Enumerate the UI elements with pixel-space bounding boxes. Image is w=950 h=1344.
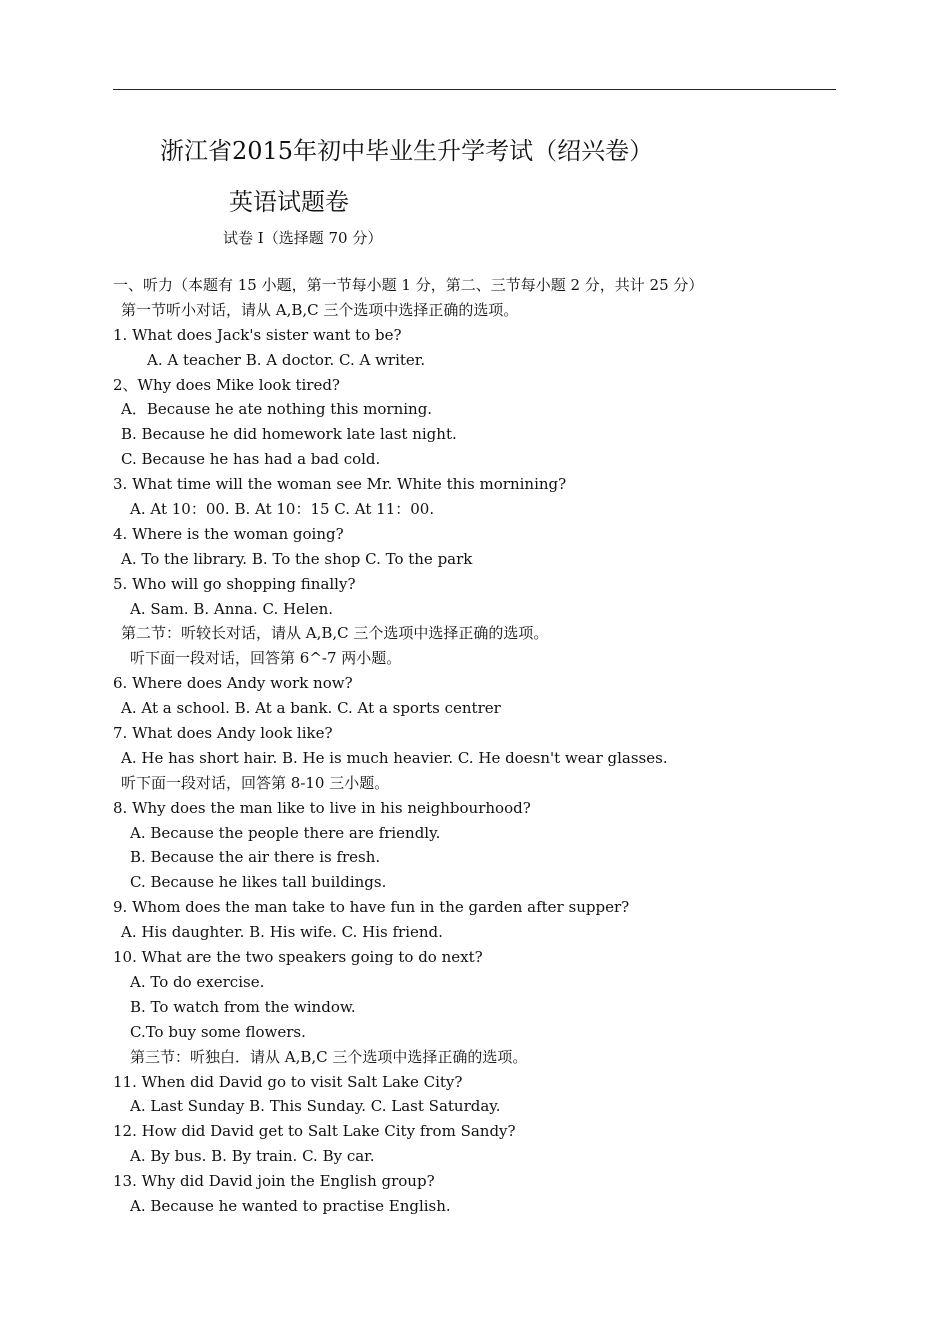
text-line: 7. What does Andy look like?: [113, 724, 333, 743]
text-line: 第三节：听独白．请从 A,B,C 三个选项中选择正确的选项。: [130, 1047, 528, 1066]
text-line: A．Because he ate nothing this morning.: [121, 400, 433, 419]
text-line: 9. Whom does the man take to have fun in the garden after supper?: [113, 898, 630, 917]
section-heading: 试卷 I（选择题 70 分）: [223, 229, 383, 247]
text-line: A. Because he wanted to practise English.: [130, 1196, 451, 1215]
text-line: C.To buy some flowers.: [130, 1022, 306, 1041]
text-line: 1. What does Jack's sister want to be?: [113, 325, 402, 344]
text-line: 5. Who will go shopping finally?: [113, 574, 356, 593]
text-line: A. At a school. B. At a bank. C. At a sports centrer: [121, 699, 501, 718]
text-line: 4. Where is the woman going?: [113, 524, 344, 543]
text-line: A. Sam. B. Anna. C. Helen.: [130, 599, 334, 618]
exam-subtitle: 英语试题卷: [229, 188, 349, 216]
text-line: A. Last Sunday B. This Sunday. C. Last Saturday.: [130, 1097, 501, 1116]
text-line: A. At 10：00. B. At 10：15 C. At 11：00.: [130, 500, 435, 519]
text-line: A. By bus. B. By train. C. By car.: [130, 1147, 375, 1166]
text-line: B. Because the air there is fresh.: [130, 848, 381, 867]
text-line: B. To watch from the window.: [130, 997, 356, 1016]
text-line: 11. When did David go to visit Salt Lake City?: [113, 1072, 463, 1091]
text-line: 6. Where does Andy work now?: [113, 674, 353, 693]
text-line: 13. Why did David join the English group?: [113, 1172, 435, 1191]
text-line: 第二节：听较长对话，请从 A,B,C 三个选项中选择正确的选项。: [121, 624, 549, 643]
text-line: A. To do exercise.: [130, 972, 265, 991]
text-line: 听下面一段对话，回答第 6^-7 两小题。: [130, 649, 402, 668]
text-line: A. He has short hair. B. He is much heavier. C. He doesn't wear glasses.: [121, 748, 668, 767]
text-line: A. His daughter. B. His wife. C. His friend.: [121, 923, 443, 942]
text-line: 10. What are the two speakers going to do next?: [113, 948, 483, 967]
text-line: C. Because he has had a bad cold.: [121, 450, 381, 469]
text-line: C. Because he likes tall buildings.: [130, 873, 387, 892]
text-line: 12. How did David get to Salt Lake City from Sandy?: [113, 1122, 516, 1141]
question-list: [113, 273, 833, 1219]
header-rule: [113, 89, 836, 90]
text-line: 2、Why does Mike look tired?: [113, 375, 340, 394]
text-line: A. Because the people there are friendly.: [130, 823, 441, 842]
text-line: 听下面一段对话，回答第 8-10 三小题。: [121, 773, 390, 792]
text-line: A. A teacher B. A doctor. C. A writer.: [147, 350, 426, 369]
text-line: A. To the library. B. To the shop C. To the park: [121, 549, 473, 568]
text-line: 一、听力（本题有 15 小题，第一节每小题 1 分，第二、三节每小题 2 分，共计 25 分）: [113, 276, 704, 294]
exam-title: 浙江省2015年初中毕业生升学考试（绍兴卷）: [160, 137, 654, 165]
text-line: B. Because he did homework late last night.: [121, 425, 457, 444]
text-line: 8. Why does the man like to live in his neighbourhood?: [113, 798, 531, 817]
text-line: 3. What time will the woman see Mr. White this mornining?: [113, 475, 567, 494]
text-line: 第一节听小对话，请从 A,B,C 三个选项中选择正确的选项。: [121, 300, 519, 319]
